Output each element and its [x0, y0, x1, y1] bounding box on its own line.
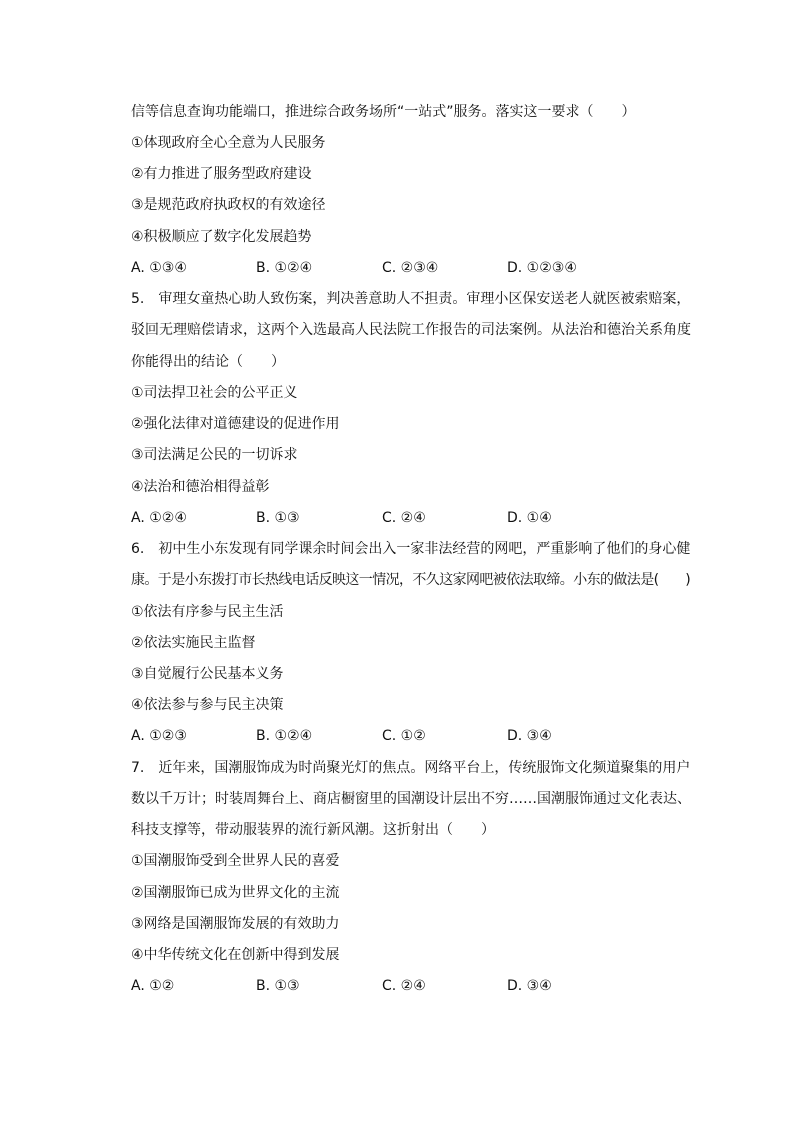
option-b[interactable]: B. ①③ — [256, 978, 300, 994]
question-7-item-3: ③网络是国潮服饰发展的有效助力 — [131, 916, 340, 932]
option-c[interactable]: C. ①② — [382, 728, 426, 744]
question-5-item-2: ②强化法律对道德建设的促进作用 — [131, 416, 340, 432]
question-6-stem-line-1: 6. 初中生小东发现有同学课余时间会出入一家非法经营的网吧，严重影响了他们的身心健 — [131, 541, 691, 557]
question-5-item-3: ③司法满足公民的一切诉求 — [131, 447, 298, 463]
option-b[interactable]: B. ①②④ — [256, 260, 313, 276]
question-7-stem-line-1: 7. 近年来，国潮服饰成为时尚聚光灯的焦点。网络平台上，传统服饰文化频道聚集的用户 — [131, 760, 691, 776]
option-d[interactable]: D. ③④ — [507, 978, 552, 994]
option-a[interactable]: A. ①② — [131, 978, 175, 994]
option-a[interactable]: A. ①②④ — [131, 510, 187, 526]
question-7-stem-line-2: 数以千万计；时装周舞台上、商店橱窗里的国潮设计层出不穷……国潮服饰通过文化表达、 — [131, 791, 691, 807]
option-d[interactable]: D. ③④ — [507, 728, 552, 744]
option-a[interactable]: A. ①③④ — [131, 260, 187, 276]
option-a[interactable]: A. ①②③ — [131, 728, 187, 744]
question-5-stem-line-3: 你能得出的结论（ ） — [131, 354, 285, 370]
question-7-item-4: ④中华传统文化在创新中得到发展 — [131, 947, 340, 963]
question-4-item-1: ①体现政府全心全意为人民服务 — [131, 135, 326, 151]
question-6-item-4: ④依法参与参与民主决策 — [131, 697, 284, 713]
question-5-stem-line-2: 驳回无理赔偿请求，这两个入选最高人民法院工作报告的司法案例。从法治和德治关系角度 — [131, 322, 691, 338]
option-c[interactable]: C. ②③④ — [382, 260, 439, 276]
option-c[interactable]: C. ②④ — [382, 510, 426, 526]
question-7-item-2: ②国潮服饰已成为世界文化的主流 — [131, 885, 340, 901]
question-4-item-4: ④积极顺应了数字化发展趋势 — [131, 229, 312, 245]
question-4-item-2: ②有力推进了服务型政府建设 — [131, 166, 312, 182]
option-d[interactable]: D. ①②③④ — [507, 260, 577, 276]
option-d[interactable]: D. ①④ — [507, 510, 552, 526]
question-7-item-1: ①国潮服饰受到全世界人民的喜爱 — [131, 853, 340, 869]
question-6-stem-line-2: 康。于是小东拨打市长热线电话反映这一情况，不久这家网吧被依法取缔。小东的做法是( ) — [131, 572, 691, 588]
question-4-item-3: ③是规范政府执政权的有效途径 — [131, 197, 326, 213]
option-c[interactable]: C. ②④ — [382, 978, 426, 994]
question-6-item-3: ③自觉履行公民基本义务 — [131, 666, 284, 682]
question-7-stem-line-3: 科技支撑等，带动服装界的流行新风潮。这折射出（ ） — [131, 822, 495, 838]
option-b[interactable]: B. ①②④ — [256, 728, 313, 744]
question-6-item-1: ①依法有序参与民主生活 — [131, 604, 284, 620]
question-5-item-4: ④法治和德治相得益彰 — [131, 479, 270, 495]
question-4-stem: 信等信息查询功能端口，推进综合政务场所“一站式”服务。落实这一要求（ ） — [131, 104, 636, 120]
question-5-item-1: ①司法捍卫社会的公平正义 — [131, 385, 298, 401]
question-5-stem-line-1: 5. 审理女童热心助人致伤案，判决善意助人不担责。审理小区保安送老人就医被索赔案， — [131, 291, 691, 307]
option-b[interactable]: B. ①③ — [256, 510, 300, 526]
question-6-item-2: ②依法实施民主监督 — [131, 635, 256, 651]
